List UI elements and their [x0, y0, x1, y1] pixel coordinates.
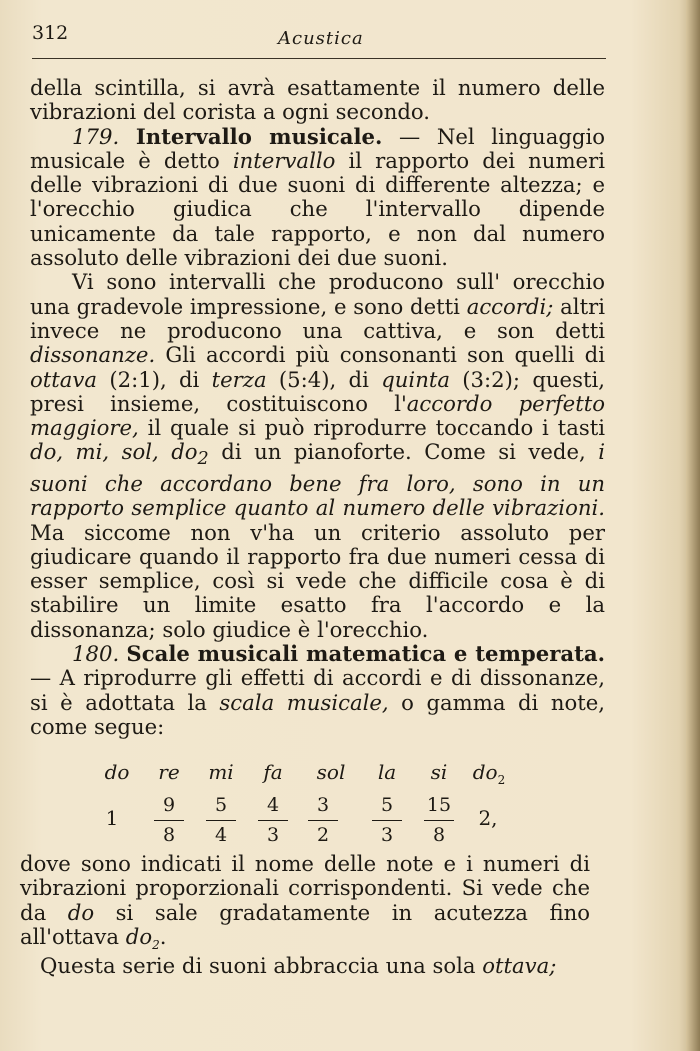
- section-180: [30, 642, 605, 739]
- paragraph-continuation: della scintilla, si avrà esattamente il numero delle vibrazioni del corista a ogni secondo.: [30, 75, 605, 125]
- text-run: Ma siccome non v'ha un criterio assoluto per giudicare quando il rapporto fra due numeri cessa di esser semplice, così si vede che difficile cosa è di stabilire un limite esatto fra l'accordo e la dissonanza; solo giudice è l'orecchio.: [30, 519, 605, 642]
- italic-term: quinta: [381, 366, 450, 392]
- musical-scale: [92, 760, 532, 860]
- text-run: di un pianoforte. Come si vede,: [208, 439, 599, 465]
- frequency-ratios: [92, 794, 532, 856]
- numerator: 3: [316, 794, 330, 816]
- paragraph-accordi: [30, 270, 605, 642]
- page-header: [32, 20, 612, 56]
- numerator: 9: [162, 794, 176, 816]
- fraction-bar: [372, 820, 402, 821]
- denominator: 3: [380, 824, 394, 846]
- fraction-bar: [308, 820, 338, 821]
- text-run: o gamma di note, come segue:: [30, 689, 606, 739]
- ratio-fraction: [248, 794, 298, 848]
- italic-term: i suoni che accordano bene fra loro, sono in un rapporto semplice quanto al numero delle vibrazioni.: [30, 439, 605, 521]
- note-name: mi: [208, 760, 234, 784]
- note-name: sol: [316, 760, 346, 784]
- ratio-value: 1: [105, 806, 119, 830]
- text-run: do: [472, 760, 498, 784]
- text-run: — Nel linguaggio musicale è detto: [30, 123, 605, 173]
- note-names: [92, 760, 532, 788]
- text-run: .: [159, 923, 167, 949]
- text-run: do: [125, 923, 153, 949]
- fraction-bar: [206, 820, 236, 821]
- text-run: Gli accordi più consonanti son quelli di: [155, 342, 605, 368]
- text-run: dove sono indicati il nome delle note e i numeri di vibrazioni proporzionali corrispondenti. Si vede che da: [20, 851, 590, 925]
- section-number: 179.: [72, 123, 120, 149]
- italic-term: ottava: [30, 366, 98, 392]
- note-name: si: [430, 760, 448, 784]
- note-name: do: [104, 760, 130, 784]
- text-run: Questa serie di suoni abbraccia una sola: [40, 953, 483, 978]
- denominator: 8: [432, 824, 446, 846]
- text-run: altri invece ne producono una cattiva, e son detti: [30, 293, 606, 343]
- note-name: [464, 760, 514, 787]
- ratio-fraction: [362, 794, 412, 848]
- note-name: la: [377, 760, 397, 784]
- denominator: 8: [162, 824, 176, 846]
- numerator: 5: [380, 794, 394, 816]
- ratio-fraction: [298, 794, 348, 848]
- numerator: 5: [214, 794, 228, 816]
- text-run: — A riprodurre gli effetti di accordi e di dissonanze, si è adottata la: [30, 665, 605, 715]
- fraction-bar: [424, 820, 454, 821]
- text-run: si sale gradatamente in acutezza fino all'ottava: [20, 899, 591, 949]
- paragraph-note-explanation: [20, 852, 590, 957]
- subscript: 2: [152, 938, 160, 953]
- section-title: Intervallo musicale.: [135, 123, 383, 149]
- italic-term: accordi;: [466, 293, 554, 319]
- text-run: (2:1), di: [97, 366, 212, 392]
- main-text: [30, 76, 605, 739]
- paragraph: [20, 852, 590, 957]
- italic-term: ottava;: [482, 953, 557, 978]
- section-number: 180.: [72, 641, 120, 667]
- page-number: 312: [32, 22, 69, 44]
- paragraph: [20, 954, 595, 978]
- ratio-fraction: [196, 794, 246, 848]
- text-run: do, mi, sol, do: [30, 439, 198, 465]
- subscript: 2: [497, 773, 506, 787]
- paragraph-last-line: [20, 954, 595, 978]
- text-run: (3:2); questi, presi insieme, costituiscono l': [30, 366, 605, 416]
- numerator: 15: [426, 794, 452, 816]
- text-run: il rapporto dei numeri delle vibrazioni di due suoni di differente altezza; e l'orecchio giudica che l'intervallo dipende unicamente da tale rapporto, e non dal numero assoluto delle vibrazioni dei due suoni.: [30, 147, 605, 271]
- denominator: 4: [214, 824, 228, 846]
- italic-term: do: [67, 899, 95, 925]
- running-title: Acustica: [278, 28, 364, 49]
- header-rule: [32, 58, 606, 59]
- italic-term: dissonanze.: [30, 342, 156, 368]
- section-title: Scale musicali matematica e temperata.: [126, 641, 605, 667]
- denominator: 2: [316, 824, 330, 846]
- section-179: [30, 125, 605, 271]
- fraction-bar: [154, 820, 184, 821]
- text-run: il quale si può riprodurre toccando i tasti: [138, 415, 605, 441]
- page-edge: [686, 0, 700, 1051]
- italic-term: terza: [211, 366, 267, 392]
- note-name: re: [158, 760, 180, 784]
- italic-term: scala musicale,: [219, 689, 389, 715]
- ratio-fraction: [144, 794, 194, 848]
- fraction-bar: [258, 820, 288, 821]
- italic-term: [30, 439, 209, 470]
- ratio-fraction: [414, 794, 464, 848]
- text-run: Vi sono intervalli che producono sull' orecchio una gradevole impressione, e sono detti: [30, 269, 605, 319]
- italic-term: [125, 923, 160, 953]
- numerator: 4: [266, 794, 280, 816]
- italic-term: accordo perfetto maggiore,: [30, 390, 605, 441]
- subscript: 2: [197, 449, 209, 470]
- ratio-value: 2,: [478, 806, 498, 830]
- note-name: fa: [263, 760, 283, 784]
- text-run: (5:4), di: [266, 366, 382, 392]
- italic-term: intervallo: [232, 147, 336, 173]
- denominator: 3: [266, 824, 280, 846]
